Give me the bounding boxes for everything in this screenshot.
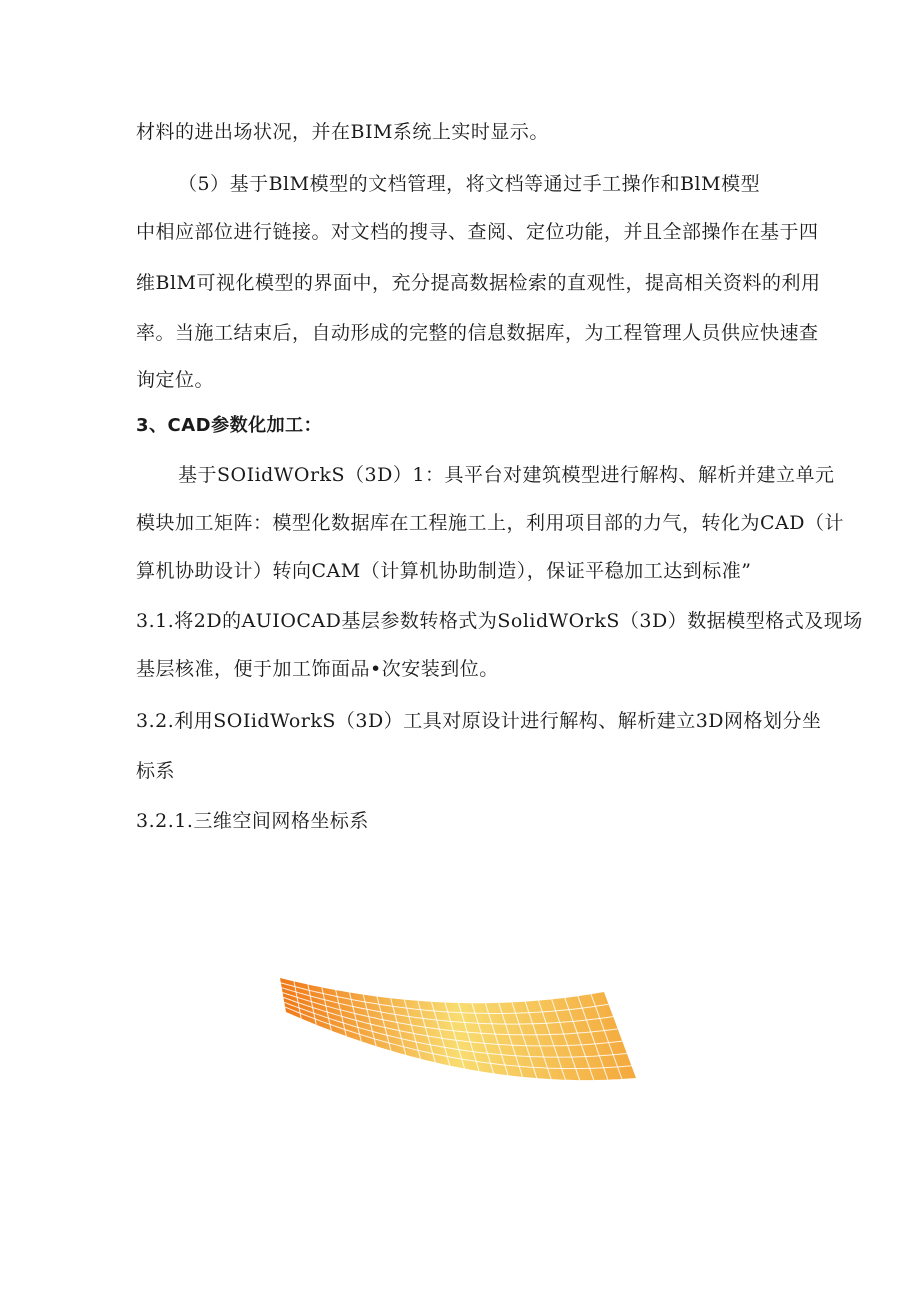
- paragraph-line: 材料的进出场状况，并在BIM系统上实时显示。: [136, 121, 549, 143]
- paragraph-line: 基层核准，便于加工饰面品•次安装到位。: [136, 658, 499, 680]
- paragraph-line: 模块加工矩阵：模型化数据库在工程施工上，利用项目部的力气，转化为CAD（计: [136, 512, 844, 534]
- paragraph-line: 算机协助设计）转向CAM（计算机协助制造），保证平稳加工达到标准”: [136, 560, 752, 582]
- subsection-heading: 3.2.1.三维空间网格坐标系: [136, 810, 369, 832]
- paragraph-line: （5）基于BlM模型的文档管理，将文档等通过手工操作和BlM模型: [178, 173, 761, 195]
- paragraph-line: 标系: [136, 760, 176, 782]
- paragraph-line: 询定位。: [136, 369, 215, 391]
- curved-mesh-grid-figure: [278, 974, 638, 1082]
- paragraph-line: 率。当施工结束后，自动形成的完整的信息数据库，为工程管理人员供应快速查: [136, 322, 819, 344]
- paragraph-line: 维BlM可视化模型的界面中，充分提高数据检索的直观性，提高相关资料的利用: [136, 272, 821, 294]
- paragraph-line: 3.1.将2D的AUIOCAD基层参数转格式为SolidWOrkS（3D）数据模型格式及现场: [136, 610, 863, 632]
- paragraph-line: 中相应部位进行链接。对文档的搜寻、查阅、定位功能，并且全部操作在基于四: [136, 221, 819, 243]
- section-heading: 3、CAD参数化加工：: [136, 415, 323, 436]
- mesh-surface: [280, 978, 636, 1080]
- paragraph-line: 3.2.利用SOIidWorkS（3D）工具对原设计进行解构、解析建立3D网格划分坐: [136, 710, 822, 732]
- paragraph-line: 基于SOIidWOrkS（3D）1：具平台对建筑模型进行解构、解析并建立单元: [178, 464, 835, 486]
